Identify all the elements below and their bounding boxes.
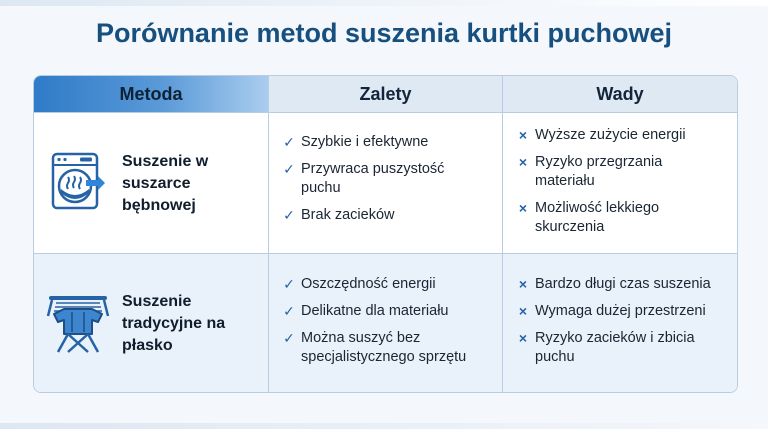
list-item-text: skurczenia <box>535 219 605 235</box>
method-cell-tumble-dryer <box>34 113 268 254</box>
list-item-text: Brak zacieków <box>301 207 395 223</box>
top-decor-bar <box>0 0 768 6</box>
cross-icon: × <box>518 200 528 216</box>
header-pros: Zalety <box>268 76 502 113</box>
list-item <box>515 275 727 294</box>
method-name <box>122 151 252 217</box>
list-item <box>515 329 727 367</box>
check-icon: ✓ <box>283 134 295 150</box>
method-cell-flat-drying <box>34 254 268 392</box>
list-item-text: Wyższe zużycie energii <box>535 127 686 143</box>
list-item <box>281 133 492 152</box>
list-item <box>281 206 492 225</box>
cross-icon: × <box>518 127 528 143</box>
list-item <box>515 126 727 145</box>
check-icon: ✓ <box>283 276 295 292</box>
list-item-text: puchu <box>301 180 341 196</box>
method-name-line: suszarce <box>122 175 191 192</box>
cross-icon: × <box>518 154 528 170</box>
list-item <box>281 275 492 294</box>
check-icon: ✓ <box>283 161 295 177</box>
list-item-text: materiału <box>535 173 595 189</box>
list-item <box>515 153 727 191</box>
cons-cell-tumble-dryer <box>502 113 737 254</box>
list-item-text: puchu <box>535 349 575 365</box>
list-item <box>515 199 727 237</box>
list-item <box>281 302 492 321</box>
method-name-line: tradycyjne na <box>122 315 226 332</box>
pros-cell-flat-drying <box>268 254 502 392</box>
pros-cell-tumble-dryer <box>268 113 502 254</box>
bottom-decor-bar <box>0 423 768 429</box>
comparison-table <box>33 75 738 393</box>
list-item-text: Oszczędność energii <box>301 276 436 292</box>
pros-list <box>281 133 492 233</box>
cross-icon: × <box>518 303 528 319</box>
method-name-line: płasko <box>122 337 173 354</box>
check-icon: ✓ <box>283 207 295 223</box>
header-cons: Wady <box>502 76 737 113</box>
list-item-text: Przywraca puszystość <box>301 161 445 177</box>
list-item-text: Możliwość lekkiego <box>535 200 660 216</box>
cons-list <box>515 126 727 245</box>
page-title: Porównanie metod suszenia kurtki puchowej <box>95 18 673 48</box>
check-icon: ✓ <box>283 330 295 346</box>
list-item <box>281 329 492 367</box>
list-item <box>281 160 492 198</box>
list-item-text: Delikatne dla materiału <box>301 303 449 319</box>
cons-cell-flat-drying <box>502 254 737 392</box>
list-item-text: Bardzo długi czas suszenia <box>535 276 711 292</box>
pros-list <box>281 275 492 375</box>
cross-icon: × <box>518 276 528 292</box>
cross-icon: × <box>518 330 528 346</box>
cons-list <box>515 275 727 375</box>
check-icon: ✓ <box>283 303 295 319</box>
method-name <box>122 291 252 357</box>
list-item-text: Wymaga dużej przestrzeni <box>535 303 706 319</box>
list-item-text: specjalistycznego sprzętu <box>301 349 467 365</box>
method-name-line: Suszenie w <box>122 153 209 170</box>
method-name-line: bębnowej <box>122 197 196 214</box>
method-name-line: Suszenie <box>122 293 192 310</box>
list-item-text: Można suszyć bez <box>301 330 421 346</box>
header-method: Metoda <box>34 76 268 113</box>
list-item-text: Ryzyko zacieków i zbicia <box>535 330 695 346</box>
list-item-text: Ryzyko przegrzania <box>535 154 663 170</box>
list-item-text: Szybkie i efektywne <box>301 134 429 150</box>
tumble-dryer-icon <box>50 151 106 218</box>
drying-rack-icon <box>46 292 110 359</box>
list-item <box>515 302 727 321</box>
